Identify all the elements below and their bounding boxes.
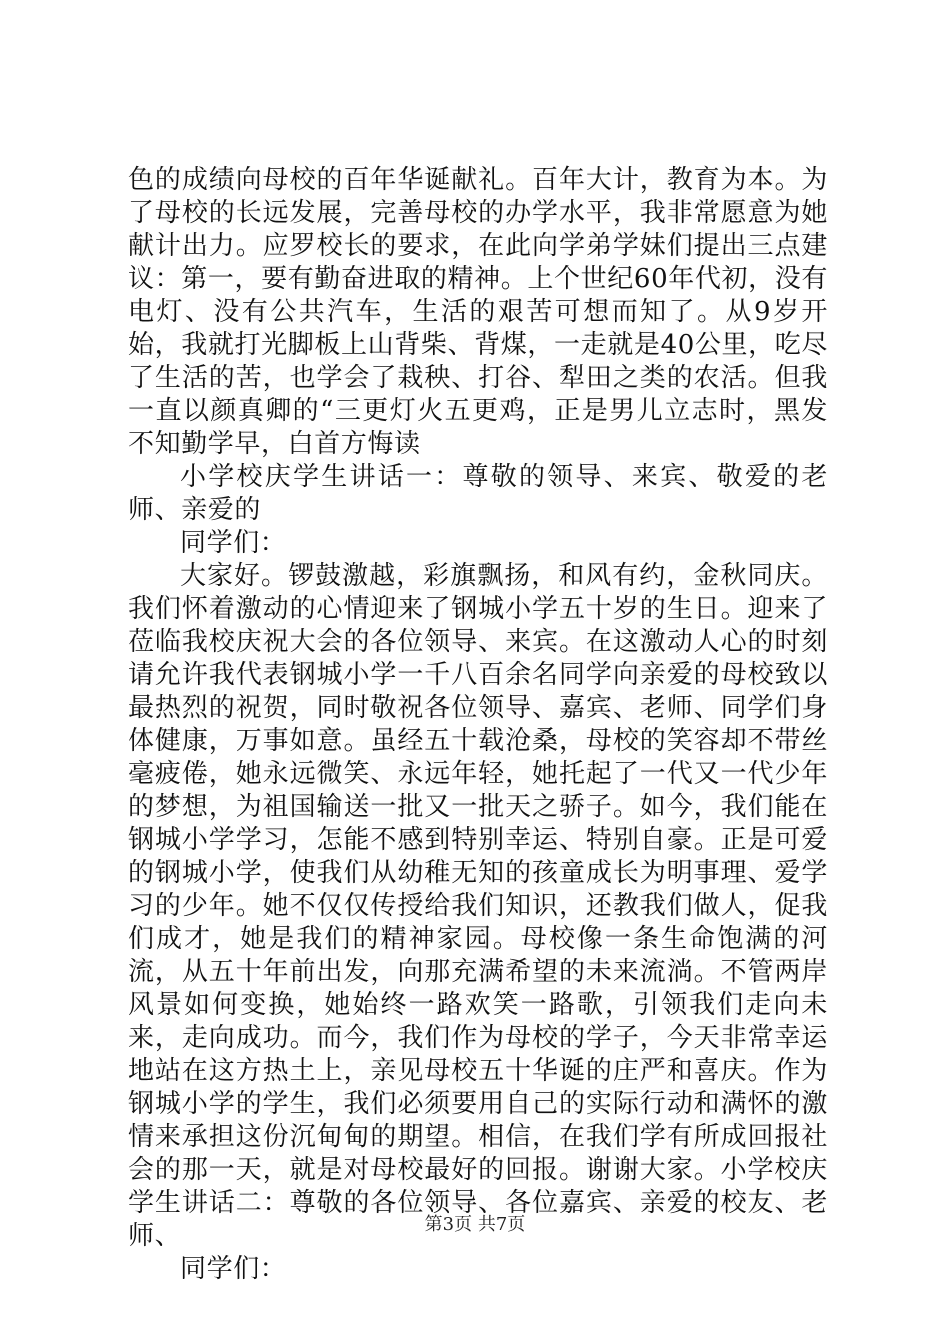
page-footer <box>0 1214 950 1236</box>
paragraph-salutation: 同学们： <box>180 528 287 558</box>
page-number-label: 第3页 共7页 <box>424 1214 526 1235</box>
document-body <box>128 164 828 1286</box>
paragraph-speech-one-title: 小学校庆学生讲话一：尊敬的领导、来宾、敬爱的老师、亲爱的 <box>128 462 828 525</box>
paragraph-speech-one-body: 大家好。锣鼓激越，彩旗飘扬，和风有约，金秋同庆。我们怀着激动的心情迎来了钢城小学五十岁的生日。迎来了莅临我校庆祝大会的各位领导、来宾。在这激动人心的时刻请允许我代表钢城小学一千八百余名同学向亲爱的母校致以最热烈的祝贺，同时敬祝各位领导、嘉宾、老师、同学们身体健康，万事如意。虽经五十载沧桑，母校的笑容却不带丝毫疲倦，她永远微笑、永远年轻，她托起了一代又一代少年的梦想，为祖国输送一批又一批天之骄子。如今，我们能在钢城小学学习，怎能不感到特别幸运、特别自豪。正是可爱的钢城小学，使我们从幼稚无知的孩童成长为明事理、爱学习的少年。她不仅仅传授给我们知识，还教我们做人，促我们成才，她是我们的精神家园。母校像一条生命饱满的河流，从五十年前出发，向那充满希望的未来流淌。不管两岸风景如何变换，她始终一路欢笑一路歌，引领我们走向未来，走向成功。而今，我们作为母校的学子，今天非常幸运地站在这方热土上，亲见母校五十华诞的庄严和喜庆。作为钢城小学的学生，我们必须要用自己的实际行动和满怀的激情来承担这份沉甸甸的期望。相信，在我们学有所成回报社会的那一天，就是对母校最好的回报。谢谢大家。小学校庆学生讲话二：尊敬的各位领导、各位嘉宾、亲爱的校友、老师、 <box>128 561 828 1251</box>
paragraph-continuation: 色的成绩向母校的百年华诞献礼。百年大计，教育为本。为了母校的长远发展，完善母校的办学水平，我非常愿意为她献计出力。应罗校长的要求，在此向学弟学妹们提出三点建议：第一，要有勤奋进取的精神。上个世纪60年代初，没有电灯、没有公共汽车，生活的艰苦可想而知了。从9岁开始，我就打光脚板上山背柴、背煤，一走就是40公里，吃尽了生活的苦，也学会了栽秧、打谷、犁田之类的农活。但我一直以颜真卿的“三更灯火五更鸡，正是男儿立志时，黑发不知勤学早，白首方悔读 <box>128 165 828 459</box>
paragraph-salutation-two: 同学们： <box>180 1254 287 1284</box>
